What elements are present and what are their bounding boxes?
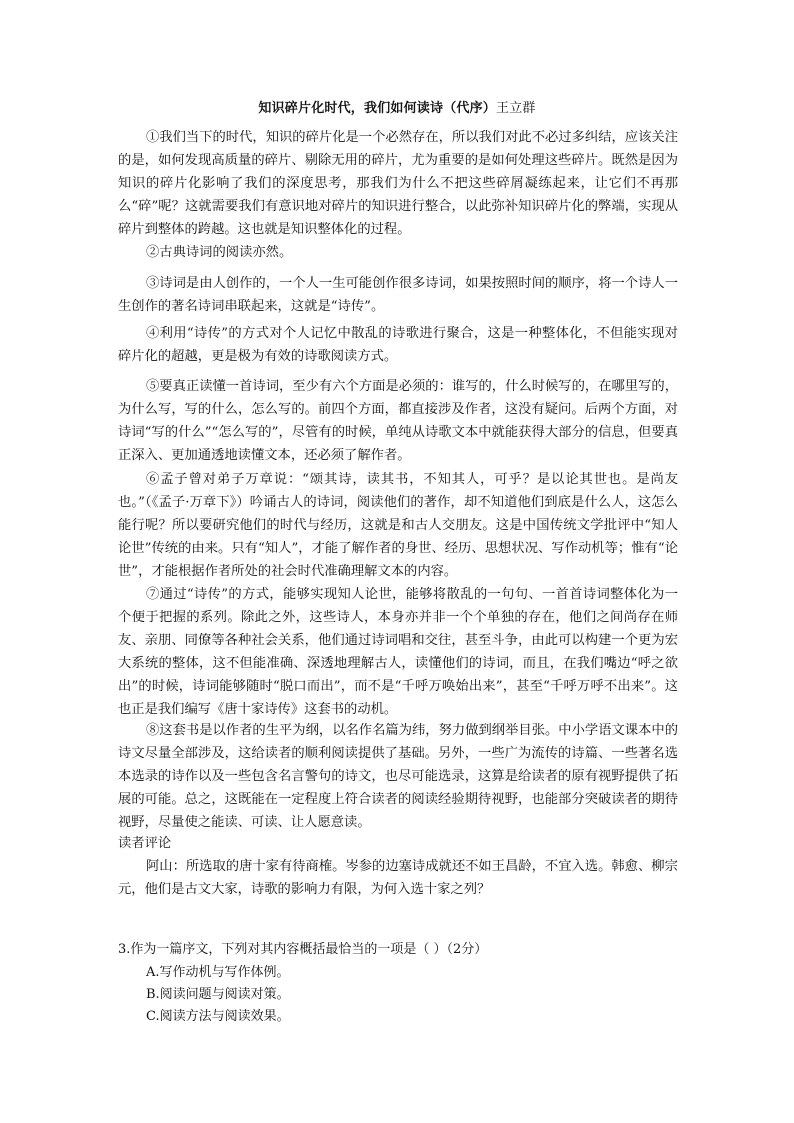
paragraph-2: ②古典诗词的阅读亦然。 <box>146 245 293 260</box>
question-stem: 3.作为一篇序文，下列对其内容概括最恰当的一项是（ ）（2分） <box>118 942 488 957</box>
author-name: 王立群 <box>496 101 536 116</box>
comment-label: 读者评论 <box>118 836 172 851</box>
paragraph-3: ③诗词是由人创作的，一个人一生可能创作很多诗词，如果按照时间的顺序，将一个诗人一生创作的著名诗词串联起来，这就是“诗传”。 <box>118 276 678 314</box>
paragraph-7: ⑦通过“诗传”的方式，能够实现知人论世，能够将散乱的一句句、一首首诗词整体化为一个便于把握的系列。除此之外，这些诗人，本身亦并非一个个单独的存在，他们之间尚存在师友、亲朋、同僚等各种社会关系，他们通过诗词唱和交往，甚至斗争，由此可以构建一个更为宏大系统的整体，这不但能准确、深透地理解古人，读懂他们的诗词，而且，在我们嘴边“呼之欲出”的时候，诗词能够随时“脱口而出”，而不是“千呼万唤始出来”，甚至“千呼万呼不出来”。这也正是我们编写《唐十家诗传》这套书的动机。 <box>118 587 678 717</box>
paragraph-5: ⑤要真正读懂一首诗词，至少有六个方面是必须的：谁写的，什么时候写的，在哪里写的，为什么写，写的什么，怎么写的。前四个方面，都直接涉及作者，这没有疑问。后两个方面，对诗词“写的什么”“怎么写的”，尽管有的时候，单纯从诗歌文本中就能获得大部分的信息，但要真正深入、更加通透地读懂文本，还必须了解作者。 <box>118 379 678 463</box>
option-b: B.阅读问题与阅读对策。 <box>146 987 290 1002</box>
option-c: C.阅读方法与阅读效果。 <box>146 1009 290 1024</box>
reader-comment: 阿山：所选取的唐十家有待商榷。岑参的边塞诗成就还不如王昌龄，不宜入选。韩愈、柳宗元，他们是古文大家，诗歌的影响力有限，为何入选十家之列？ <box>118 859 678 897</box>
paragraph-4: ④利用“诗传”的方式对个人记忆中散乱的诗歌进行聚合，这是一种整体化，不但能实现对碎片化的超越，更是极为有效的诗歌阅读方式。 <box>118 326 678 364</box>
option-a: A.写作动机与写作体例。 <box>146 965 290 980</box>
paragraph-1: ①我们当下的时代，知识的碎片化是一个必然存在，所以我们对此不必过多纠结，应该关注的是，如何发现高质量的碎片、剔除无用的碎片，尤为重要的是如何处理这些碎片。既然是因为知识的碎片化影响了我们的深度思考，那我们为什么不把这些碎屑凝练起来，让它们不再那么“碎”呢？这就需要我们有意识地对碎片的知识进行整合，以此弥补知识碎片化的弊端，实现从碎片到整体的跨越。这也就是知识整体化的过程。 <box>118 130 678 237</box>
paragraph-6: ⑥孟子曾对弟子万章说：“颂其诗，读其书，不知其人，可乎？是以论其世也。是尚友也。”（《孟子·万章下》）吟诵古人的诗词，阅读他们的著作，却不知道他们到底是什么人，这怎么能行呢？所以要研究他们的时代与经历，这就是和古人交朋友。这是中国传统文学批评中“知人论世”传统的由来。只有“知人”，才能了解作者的身世、经历、思想状况、写作动机等；惟有“论世”，才能根据作者所处的社会时代准确理解文本的内容。 <box>118 472 678 579</box>
document-title <box>0 97 794 116</box>
paragraph-8: ⑧这套书是以作者的生平为纲，以名作名篇为纬，努力做到纲举目张。中小学语文课本中的诗文尽量全部涉及，这给读者的顺利阅读提供了基础。另外，一些广为流传的诗篇、一些著名选本选录的诗作以及一些包含名言警句的诗文，也尽可能选录，这算是给读者的原有视野提供了拓展的可能。总之，这既能在一定程度上符合读者的阅读经验期待视野，也能部分突破读者的期待视野，尽量使之能读、可读、让人愿意读。 <box>118 723 678 830</box>
title-text: 知识碎片化时代，我们如何读诗（代序） <box>258 101 496 116</box>
